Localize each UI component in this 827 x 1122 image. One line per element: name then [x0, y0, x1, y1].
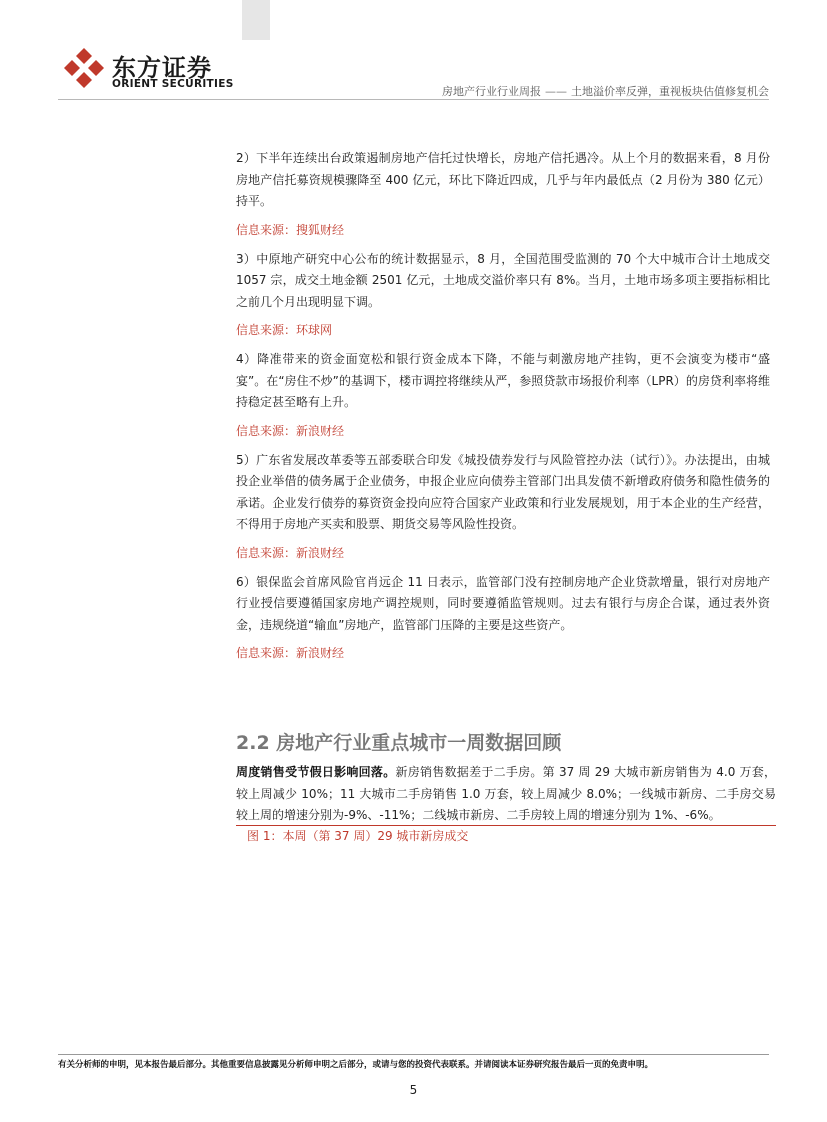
header-decoration	[242, 0, 270, 40]
news-item-3: 3）中原地产研究中心公布的统计数据显示，8 月，全国范围受监测的 70 个大中城市合计土地成交 1057 宗，成交土地金额 2501 亿元，土地成交溢价率只有 8%。当月，土地市场多项主要指标相比之前几个月出现明显下调。	[236, 251, 770, 309]
news-source-6: 信息来源：新浪财经	[236, 646, 345, 660]
footer-disclaimer: 有关分析师的申明，见本报告最后部分。其他重要信息披露见分析师申明之后部分，或请与您的投资代表联系。并请阅读本证券研究报告最后一页的免责申明。	[58, 1060, 654, 1070]
summary-body: 新房销售数据差于二手房。第 37 周 29 大城市新房销售为 4.0 万套，较上周减少 10%；11 大城市二手房销售 1.0 万套，较上周减少 8.0%；一线城市新房、二手房交易较上周的增速分别为-9%、-11%；二线城市新房、二手房较上周的增速分别为 1%、-6%。	[236, 765, 776, 822]
report-type: 房地产行业行业周报	[442, 85, 541, 98]
news-source-5: 信息来源：新浪财经	[236, 545, 345, 560]
header-divider	[58, 99, 769, 100]
footer-divider	[58, 1054, 769, 1055]
figure-caption: 图 1：本周（第 37 周）29 城市新房成交	[247, 829, 469, 843]
news-source-4: 信息来源：新浪财经	[236, 423, 345, 438]
page-number: 5	[409, 1083, 418, 1097]
report-header	[442, 83, 769, 99]
logo-english-name: ORIENT SECURITIES	[112, 78, 234, 90]
news-source-2: 信息来源：搜狐财经	[236, 222, 345, 237]
news-item-2: 2）下半年连续出台政策遏制房地产信托过快增长，房地产信托遇冷。从上个月的数据来看，8 月份房地产信托募资规模骤降至 400 亿元，环比下降近四成，几乎与年内最低点（2 月份为 380 亿元）持平。	[236, 151, 770, 208]
logo-mark-icon	[62, 46, 106, 90]
summary-lead: 周度销售受节假日影响回落。	[236, 765, 396, 779]
header-separator: ——	[545, 85, 567, 98]
logo-chinese-name: 东方证券	[112, 54, 212, 82]
news-item-4: 4）降准带来的资金面宽松和银行资金成本下降，不能与刺激房地产挂钩，更不会演变为楼市“盛宴”。在“房住不炒”的基调下，楼市调控将继续从严，参照贷款市场报价利率（LPR）的房贷利率将维持稳定甚至略有上升。	[236, 352, 770, 409]
news-source-3: 信息来源：环球网	[236, 323, 333, 337]
news-item-5: 5）广东省发展改革委等五部委联合印发《城投债券发行与风险管控办法（试行）》。办法提出，由城投企业举借的债务属于企业债务，申报企业应向债券主管部门出具发债不新增政府债务和隐性债务的承诺。企业发行债券的募资资金投向应符合国家产业政策和行业发展规划，用于本企业的生产经营，不得用于房地产买卖和股票、期货交易等风险性投资。	[236, 452, 770, 531]
section-summary	[236, 762, 776, 827]
news-item-6: 6）银保监会首席风险官肖远企 11 日表示，监管部门没有控制房地产企业贷款增量，银行对房地产行业授信要遵循国家房地产调控规则，同时要遵循监管规则。过去有银行与房企合谋，通过表外资金，违规绕道“输血”房地产，监管部门压降的主要是这些资产。	[236, 574, 770, 632]
company-logo	[62, 46, 232, 94]
section-title: 2.2 房地产行业重点城市一周数据回顾	[236, 732, 562, 754]
news-list	[236, 148, 770, 672]
report-subtitle: 土地溢价率反弹，重视板块估值修复机会	[571, 85, 769, 98]
figure-divider	[236, 825, 776, 826]
